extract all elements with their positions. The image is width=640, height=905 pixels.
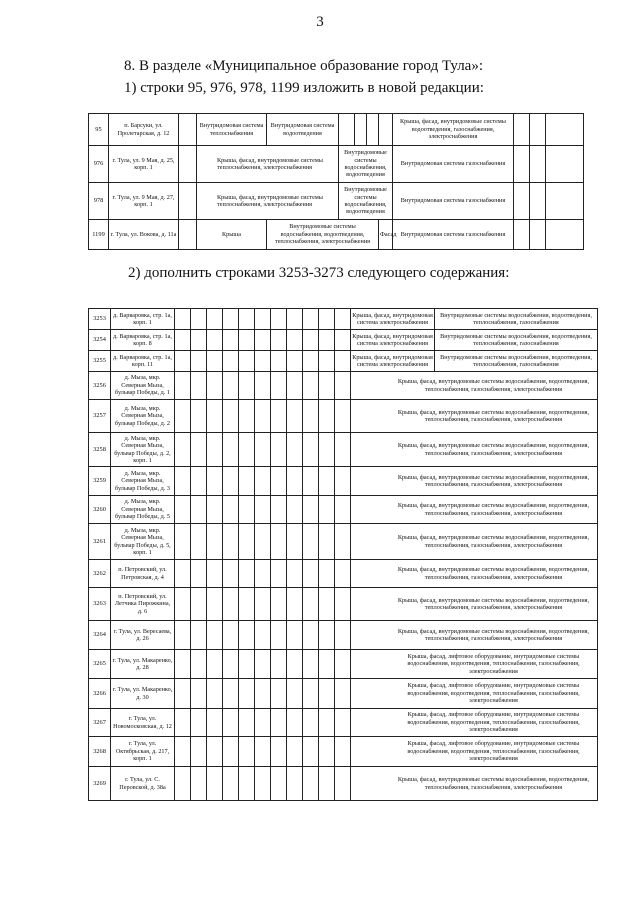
empty-cell xyxy=(223,496,239,524)
empty-cell xyxy=(191,496,207,524)
empty-cell xyxy=(271,330,287,351)
work-cell: Внутридомовые системы водоснабжения, водоотведения, теплоснабжения, газоснабжения xyxy=(435,351,598,372)
empty-cell xyxy=(175,351,191,372)
empty-cell xyxy=(223,679,239,709)
row-address: г. Тула, ул. 9 Мая, д. 25, корп. 1 xyxy=(109,146,179,183)
work-cell: Крыша, фасад, внутридомовые системы водоснабжения, водоотведения, теплоснабжения, газоснабжения, электроснабжения xyxy=(351,621,598,650)
empty-cell xyxy=(271,351,287,372)
empty-cell xyxy=(207,767,223,801)
empty-cell xyxy=(255,400,271,433)
table-row xyxy=(89,767,598,801)
empty-cell xyxy=(223,309,239,330)
empty-cell xyxy=(255,709,271,737)
work-cell: Крыша, фасад, внутридомовые системы водоснабжения, водоотведения, теплоснабжения, газоснабжения, электроснабжения xyxy=(351,767,598,801)
empty-cell xyxy=(207,621,223,650)
empty-cell xyxy=(191,767,207,801)
empty-cell xyxy=(271,560,287,588)
work-cell: Внутридомовые системы водоснабжения, водоотведения, теплоснабжения, газоснабжения xyxy=(435,309,598,330)
empty-cell xyxy=(207,309,223,330)
table-row xyxy=(89,560,598,588)
empty-cell xyxy=(271,467,287,496)
work-cell: Внутридомовая система водоотведения xyxy=(267,114,339,146)
empty-cell xyxy=(287,467,303,496)
empty-cell xyxy=(303,560,319,588)
empty-cell xyxy=(207,650,223,679)
work-cell: Крыша, фасад, внутридомовая система электроснабжения xyxy=(351,309,435,330)
empty-cell xyxy=(287,679,303,709)
empty-cell xyxy=(191,433,207,467)
empty-cell xyxy=(287,560,303,588)
empty-cell xyxy=(239,524,255,560)
row-number: 3264 xyxy=(89,621,111,650)
empty-cell xyxy=(255,433,271,467)
empty-cell xyxy=(319,400,335,433)
empty-cell xyxy=(207,467,223,496)
empty-cell xyxy=(271,709,287,737)
work-cell: Крыша, фасад, лифтовое оборудование, внутридомовые системы водоснабжения, водоотведения, теплоснабжения, газоснабжения, электроснабжения xyxy=(351,679,598,709)
work-cell: Крыша, фасад, лифтовое оборудование, внутридомовые системы водоснабжения, водоотведения, теплоснабжения, газоснабжения, электроснабжения xyxy=(351,737,598,767)
empty-cell xyxy=(207,496,223,524)
empty-cell xyxy=(287,737,303,767)
empty-cell xyxy=(175,560,191,588)
empty-cell xyxy=(287,709,303,737)
row-address: г. Тула, ул. 9 Мая, д. 27, корп. 1 xyxy=(109,183,179,220)
row-address: г. Тула, ул. Октябрьская, д. 217, корп. 1 xyxy=(111,737,175,767)
empty-cell xyxy=(319,650,335,679)
table-row xyxy=(89,588,598,621)
empty-cell xyxy=(191,588,207,621)
empty-cell xyxy=(191,372,207,400)
empty-cell xyxy=(239,372,255,400)
empty-cell xyxy=(335,309,351,330)
row-address: д. Мыза, мкр. Северная Мыза, бульвар Победы, д. 5, корп. 1 xyxy=(111,524,175,560)
empty-cell xyxy=(335,767,351,801)
empty-cell xyxy=(191,650,207,679)
empty-cell xyxy=(271,372,287,400)
empty-cell xyxy=(255,524,271,560)
empty-cell xyxy=(319,433,335,467)
empty-cell xyxy=(335,330,351,351)
work-cell: Крыша, фасад, внутридомовая система электроснабжения xyxy=(351,330,435,351)
empty-cell xyxy=(239,621,255,650)
empty-cell xyxy=(271,737,287,767)
empty-cell xyxy=(271,588,287,621)
empty-cell xyxy=(223,588,239,621)
empty-cell xyxy=(287,588,303,621)
empty-cell xyxy=(319,524,335,560)
empty-cell xyxy=(255,679,271,709)
empty-cell xyxy=(175,467,191,496)
empty-cell xyxy=(191,737,207,767)
row-number: 3253 xyxy=(89,309,111,330)
empty-cell xyxy=(271,433,287,467)
empty-cell xyxy=(191,351,207,372)
empty-cell xyxy=(303,679,319,709)
row-address: г. Тула, ул. Новомосковская, д. 12 xyxy=(111,709,175,737)
work-cell: Крыша, фасад, внутридомовые системы водоснабжения, водоотведения, теплоснабжения, газоснабжения, электроснабжения xyxy=(351,524,598,560)
empty-cell xyxy=(207,351,223,372)
table-row xyxy=(89,146,584,183)
empty-cell xyxy=(175,330,191,351)
row-number: 3257 xyxy=(89,400,111,433)
row-number: 3261 xyxy=(89,524,111,560)
empty-cell xyxy=(207,433,223,467)
empty-cell xyxy=(239,709,255,737)
row-number: 3268 xyxy=(89,737,111,767)
empty-cell xyxy=(319,588,335,621)
empty-cell xyxy=(223,330,239,351)
empty-cell xyxy=(191,467,207,496)
empty-cell xyxy=(207,372,223,400)
empty-cell xyxy=(223,372,239,400)
empty-cell xyxy=(207,400,223,433)
table-row xyxy=(89,330,598,351)
empty-cell xyxy=(191,330,207,351)
empty-cell xyxy=(239,309,255,330)
empty-cell xyxy=(303,588,319,621)
empty-cell xyxy=(303,737,319,767)
empty-cell xyxy=(271,400,287,433)
empty-cell xyxy=(175,524,191,560)
empty-cell xyxy=(335,496,351,524)
work-cell: Фасад xyxy=(379,220,393,250)
empty-cell xyxy=(255,309,271,330)
empty-cell xyxy=(223,433,239,467)
empty-cell xyxy=(319,679,335,709)
row-number: 3266 xyxy=(89,679,111,709)
empty-cell xyxy=(239,400,255,433)
empty-cell xyxy=(303,433,319,467)
empty-cell xyxy=(207,560,223,588)
work-cell: Крыша, фасад, внутридомовые системы водоснабжения, водоотведения, теплоснабжения, газоснабжения, электроснабжения xyxy=(351,496,598,524)
table-row xyxy=(89,183,584,220)
empty-cell xyxy=(335,400,351,433)
empty-cell xyxy=(271,650,287,679)
empty-cell xyxy=(175,737,191,767)
table-new-rows xyxy=(88,308,598,801)
work-cell: Крыша, фасад, внутридомовые системы теплоснабжения, электроснабжения xyxy=(197,146,339,183)
empty-cell xyxy=(271,524,287,560)
empty-cell xyxy=(255,650,271,679)
empty-cell xyxy=(223,400,239,433)
empty-cell xyxy=(175,588,191,621)
table-replaced-rows xyxy=(88,113,584,250)
empty-cell xyxy=(191,309,207,330)
row-number: 3259 xyxy=(89,467,111,496)
empty-cell xyxy=(255,496,271,524)
section-heading: 8. В разделе «Муниципальное образование город Тула»: xyxy=(124,58,484,74)
empty-cell xyxy=(255,330,271,351)
empty-cell xyxy=(191,524,207,560)
row-number: 3262 xyxy=(89,560,111,588)
row-address: д. Мыза, мкр. Северная Мыза, бульвар Победы, д. 2 xyxy=(111,400,175,433)
work-cell: Крыша, фасад, внутридомовые системы водоснабжения, водоотведения, теплоснабжения, газоснабжения, электроснабжения xyxy=(351,588,598,621)
empty-cell xyxy=(255,588,271,621)
row-address: д. Варваровка, стр. 1а, корп. 11 xyxy=(111,351,175,372)
empty-cell xyxy=(223,351,239,372)
empty-cell xyxy=(239,737,255,767)
empty-cell xyxy=(303,309,319,330)
work-cell: Внутридомовая система газоснабжения xyxy=(393,146,514,183)
table-row xyxy=(89,220,584,250)
empty-cell xyxy=(239,767,255,801)
empty-cell xyxy=(223,467,239,496)
row-address: п. Барсуки, ул. Пролетарская, д. 12 xyxy=(109,114,179,146)
empty-cell xyxy=(335,467,351,496)
row-address: г. Тула, ул. Макаренко, д. 28 xyxy=(111,650,175,679)
empty-cell xyxy=(303,351,319,372)
table-row xyxy=(89,737,598,767)
empty-cell xyxy=(207,679,223,709)
empty-cell xyxy=(303,621,319,650)
table-row xyxy=(89,351,598,372)
row-address: д. Мыза, мкр. Северная Мыза, бульвар Победы, д. 2, корп. 1 xyxy=(111,433,175,467)
work-cell: Крыша, фасад, внутридомовые системы водоснабжения, водоотведения, теплоснабжения, газоснабжения, электроснабжения xyxy=(351,372,598,400)
empty-cell xyxy=(223,650,239,679)
work-cell: Крыша, фасад, лифтовое оборудование, внутридомовые системы водоснабжения, водоотведения, теплоснабжения, газоснабжения, электроснабжения xyxy=(351,709,598,737)
table-row xyxy=(89,372,598,400)
empty-cell xyxy=(207,709,223,737)
row-number: 976 xyxy=(89,146,109,183)
empty-cell xyxy=(335,650,351,679)
work-cell: Внутридомовая система газоснабжения xyxy=(393,183,514,220)
empty-cell xyxy=(239,560,255,588)
empty-cell xyxy=(287,372,303,400)
empty-cell xyxy=(303,400,319,433)
empty-cell xyxy=(303,767,319,801)
row-number: 3256 xyxy=(89,372,111,400)
row-address: п. Петровский, ул. Летчика Пирожкина, д. 6 xyxy=(111,588,175,621)
empty-cell xyxy=(255,560,271,588)
row-address: д. Варваровка, стр. 1а, корп. 1 xyxy=(111,309,175,330)
empty-cell xyxy=(207,524,223,560)
row-address: п. Петровский, ул. Петровская, д. 4 xyxy=(111,560,175,588)
row-number: 3265 xyxy=(89,650,111,679)
table-row xyxy=(89,621,598,650)
row-number: 3255 xyxy=(89,351,111,372)
empty-cell xyxy=(239,433,255,467)
empty-cell xyxy=(287,496,303,524)
empty-cell xyxy=(255,621,271,650)
empty-cell xyxy=(319,309,335,330)
empty-cell xyxy=(303,372,319,400)
row-address: г. Тула, ул. Макаренко, д. 30 xyxy=(111,679,175,709)
empty-cell xyxy=(239,496,255,524)
empty-cell xyxy=(239,330,255,351)
work-cell: Внутридомовые системы водоснабжения, водоотведения xyxy=(339,146,393,183)
empty-cell xyxy=(239,588,255,621)
row-address: д. Варваровка, стр. 1а, корп. 8 xyxy=(111,330,175,351)
empty-cell xyxy=(287,621,303,650)
empty-cell xyxy=(319,737,335,767)
empty-cell xyxy=(223,767,239,801)
table-row xyxy=(89,496,598,524)
empty-cell xyxy=(191,709,207,737)
row-number: 95 xyxy=(89,114,109,146)
work-cell: Крыша, фасад, внутридомовые системы водоснабжения, водоотведения, теплоснабжения, газоснабжения, электроснабжения xyxy=(351,467,598,496)
work-cell: Внутридомовые системы водоснабжения, водоотведения, теплоснабжения, газоснабжения xyxy=(435,330,598,351)
empty-cell xyxy=(271,679,287,709)
empty-cell xyxy=(303,330,319,351)
empty-cell xyxy=(271,309,287,330)
empty-cell xyxy=(287,650,303,679)
empty-cell xyxy=(175,767,191,801)
row-number: 3269 xyxy=(89,767,111,801)
empty-cell xyxy=(271,621,287,650)
empty-cell xyxy=(287,524,303,560)
row-number: 3254 xyxy=(89,330,111,351)
empty-cell xyxy=(175,679,191,709)
empty-cell xyxy=(287,351,303,372)
empty-cell xyxy=(191,400,207,433)
empty-cell xyxy=(255,767,271,801)
row-number: 3263 xyxy=(89,588,111,621)
empty-cell xyxy=(207,588,223,621)
work-cell: Крыша, фасад, лифтовое оборудование, внутридомовые системы водоснабжения, водоотведения, теплоснабжения, газоснабжения, электроснабжения xyxy=(351,650,598,679)
empty-cell xyxy=(175,709,191,737)
empty-cell xyxy=(319,709,335,737)
empty-cell xyxy=(303,650,319,679)
empty-cell xyxy=(239,467,255,496)
subsection-heading-1: 1) строки 95, 976, 978, 1199 изложить в новой редакции: xyxy=(124,80,484,96)
table-row xyxy=(89,114,584,146)
empty-cell xyxy=(319,372,335,400)
work-cell: Крыша, фасад, внутридомовая система электроснабжения xyxy=(351,351,435,372)
empty-cell xyxy=(175,433,191,467)
empty-cell xyxy=(255,372,271,400)
table-row xyxy=(89,679,598,709)
empty-cell xyxy=(255,467,271,496)
row-address: д. Мыза, мкр. Северная Мыза, бульвар Победы, д. 1 xyxy=(111,372,175,400)
row-number: 3267 xyxy=(89,709,111,737)
row-number: 3260 xyxy=(89,496,111,524)
empty-cell xyxy=(319,767,335,801)
empty-cell xyxy=(303,524,319,560)
row-address: г. Тула, ул. Вересаева, д. 26 xyxy=(111,621,175,650)
empty-cell xyxy=(335,679,351,709)
empty-cell xyxy=(335,560,351,588)
empty-cell xyxy=(335,433,351,467)
row-number: 1199 xyxy=(89,220,109,250)
work-cell: Крыша xyxy=(197,220,267,250)
empty-cell xyxy=(191,621,207,650)
work-cell: Внутридомовые системы водоснабжения, водоотведения xyxy=(339,183,393,220)
empty-cell xyxy=(287,400,303,433)
empty-cell xyxy=(191,560,207,588)
empty-cell xyxy=(271,496,287,524)
empty-cell xyxy=(175,372,191,400)
empty-cell xyxy=(175,650,191,679)
empty-cell xyxy=(319,496,335,524)
work-cell: Крыша, фасад, внутридомовые системы водоотведения, газоснабжения, электроснабжения xyxy=(393,114,514,146)
empty-cell xyxy=(223,560,239,588)
table-row xyxy=(89,467,598,496)
empty-cell xyxy=(255,737,271,767)
empty-cell xyxy=(335,524,351,560)
work-cell: Крыша, фасад, внутридомовые системы водоснабжения, водоотведения, теплоснабжения, газоснабжения, электроснабжения xyxy=(351,433,598,467)
work-cell: Внутридомовые системы водоснабжения, водоотведения, теплоснабжения, электроснабжения xyxy=(267,220,379,250)
empty-cell xyxy=(223,621,239,650)
empty-cell xyxy=(191,679,207,709)
empty-cell xyxy=(319,351,335,372)
table-row xyxy=(89,309,598,330)
empty-cell xyxy=(303,496,319,524)
row-number: 3258 xyxy=(89,433,111,467)
empty-cell xyxy=(271,767,287,801)
work-cell: Крыша, фасад, внутридомовые системы водоснабжения, водоотведения, теплоснабжения, газоснабжения, электроснабжения xyxy=(351,400,598,433)
empty-cell xyxy=(287,309,303,330)
empty-cell xyxy=(287,330,303,351)
empty-cell xyxy=(207,737,223,767)
table-row xyxy=(89,524,598,560)
empty-cell xyxy=(335,372,351,400)
table-row xyxy=(89,650,598,679)
row-address: д. Мыза, мкр. Северная Мыза, бульвар Победы, д. 3 xyxy=(111,467,175,496)
subsection-heading-2: 2) дополнить строками 3253-3273 следующего содержания: xyxy=(128,265,510,281)
empty-cell xyxy=(287,767,303,801)
empty-cell xyxy=(223,709,239,737)
empty-cell xyxy=(207,330,223,351)
empty-cell xyxy=(223,524,239,560)
empty-cell xyxy=(319,467,335,496)
table-row xyxy=(89,400,598,433)
empty-cell xyxy=(303,709,319,737)
empty-cell xyxy=(175,309,191,330)
row-address: г. Тула, ул. С. Перовской, д. 38а xyxy=(111,767,175,801)
empty-cell xyxy=(175,400,191,433)
work-cell: Внутридомовая система газоснабжения xyxy=(393,220,514,250)
empty-cell xyxy=(319,621,335,650)
empty-cell xyxy=(175,496,191,524)
empty-cell xyxy=(335,737,351,767)
work-cell: Крыша, фасад, внутридомовые системы водоснабжения, водоотведения, теплоснабжения, газоснабжения, электроснабжения xyxy=(351,560,598,588)
empty-cell xyxy=(223,737,239,767)
row-address: г. Тула, ул. Вокова, д. 11а xyxy=(109,220,179,250)
empty-cell xyxy=(239,351,255,372)
empty-cell xyxy=(287,433,303,467)
empty-cell xyxy=(335,351,351,372)
table-row xyxy=(89,709,598,737)
row-number: 978 xyxy=(89,183,109,220)
empty-cell xyxy=(335,621,351,650)
table-row xyxy=(89,433,598,467)
empty-cell xyxy=(239,679,255,709)
empty-cell xyxy=(335,588,351,621)
empty-cell xyxy=(175,621,191,650)
empty-cell xyxy=(239,650,255,679)
work-cell: Внутридомовая система теплоснабжения xyxy=(197,114,267,146)
empty-cell xyxy=(319,330,335,351)
page-number: 3 xyxy=(316,14,324,30)
empty-cell xyxy=(255,351,271,372)
empty-cell xyxy=(335,709,351,737)
row-address: д. Мыза, мкр. Северная Мыза, бульвар Победы, д. 5 xyxy=(111,496,175,524)
empty-cell xyxy=(319,560,335,588)
work-cell: Крыша, фасад, внутридомовые системы теплоснабжения, электроснабжения xyxy=(197,183,339,220)
empty-cell xyxy=(303,467,319,496)
